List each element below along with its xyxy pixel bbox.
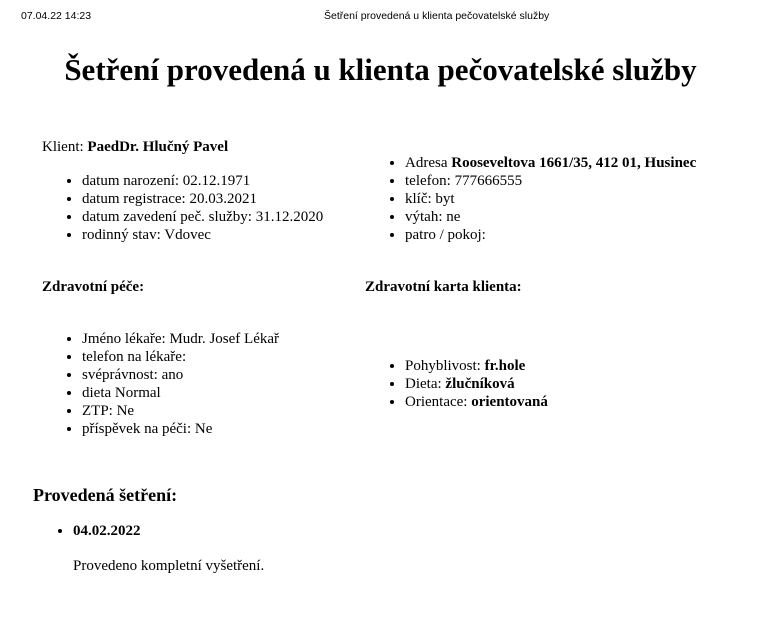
mobility-item [405,357,548,375]
print-datetime: 07.04.22 14:23 [21,10,92,22]
card-diet-item [405,375,548,393]
doctor-name-value: Mudr. Josef Lékař [169,331,280,347]
marital-status-item [82,226,323,244]
examination-date: • 04.02.2022 [73,522,141,540]
lift-label: výtah: [405,209,443,225]
marital-status-label: rodinný stav: [82,227,161,243]
client-name: PaedDr. Hlučný Pavel [87,139,229,155]
registration-date-label: datum registrace: [82,191,186,207]
key-label: klíč: [405,191,432,207]
health-card-list [365,357,548,411]
page-title: Šetření provedená u klienta pečovatelské služby [64,52,697,87]
examination-note: Provedeno kompletní vyšetření. [73,558,265,574]
service-start-date-value: 31.12.2020 [255,209,324,225]
health-care-heading: Zdravotní péče: [42,279,145,295]
care-allowance-label: příspěvek na péči: [82,421,192,437]
health-care-list [42,330,279,438]
print-header [0,9,761,23]
health-card-heading: Zdravotní karta klienta: [365,279,522,295]
key-value: byt [435,191,455,207]
doctor-name-item [82,330,279,348]
examinations-list [33,522,141,540]
lift-value: ne [446,209,461,225]
orientation-value: orientovaná [471,394,548,410]
birth-date-label: datum narození: [82,173,180,189]
diet-label: dieta [82,385,112,401]
legal-capacity-value: ano [161,367,184,383]
birth-date-item [82,172,323,190]
personal-info-list [42,172,323,244]
address-info-list [365,154,696,244]
registration-date-item [82,190,323,208]
diet-value: Normal [114,385,161,401]
marital-status-value: Vdovec [164,227,211,243]
address-label: Adresa [405,155,448,171]
ztp-item [82,402,279,420]
client-line [42,138,228,156]
care-allowance-item [82,420,279,438]
doctor-phone-item [82,348,279,366]
legal-capacity-item [82,366,279,384]
service-start-date-item [82,208,323,226]
address-value: Rooseveltova 1661/35, 412 01, Husinec [451,155,697,171]
address-item [405,154,696,172]
floor-label: patro / pokoj: [405,227,486,243]
ztp-label: ZTP: [82,403,113,419]
service-start-date-label: datum zavedení peč. služby: [82,209,252,225]
phone-value: 777666555 [454,173,523,189]
mobility-value: fr.hole [484,358,526,374]
doctor-name-label: Jméno lékaře: [82,331,166,347]
diet-item [82,384,279,402]
card-diet-label: Dieta: [405,376,442,392]
mobility-label: Pohyblivost: [405,358,481,374]
client-label: Klient: [42,139,84,155]
phone-item [405,172,696,190]
print-header-title: Šetření provedená u klienta pečovatelské služby [324,10,550,22]
doctor-phone-label: telefon na lékaře: [82,349,187,365]
orientation-item [405,393,548,411]
orientation-label: Orientace: [405,394,468,410]
card-diet-value: žlučníková [445,376,515,392]
phone-label: telefon: [405,173,451,189]
examinations-heading: Provedená šetření: [33,485,178,505]
ztp-value: Ne [116,403,135,419]
lift-item [405,208,696,226]
key-item [405,190,696,208]
care-allowance-value: Ne [194,421,213,437]
registration-date-value: 20.03.2021 [189,191,257,207]
birth-date-value: 02.12.1971 [182,173,251,189]
legal-capacity-label: svéprávnost: [82,367,158,383]
floor-item [405,226,696,244]
